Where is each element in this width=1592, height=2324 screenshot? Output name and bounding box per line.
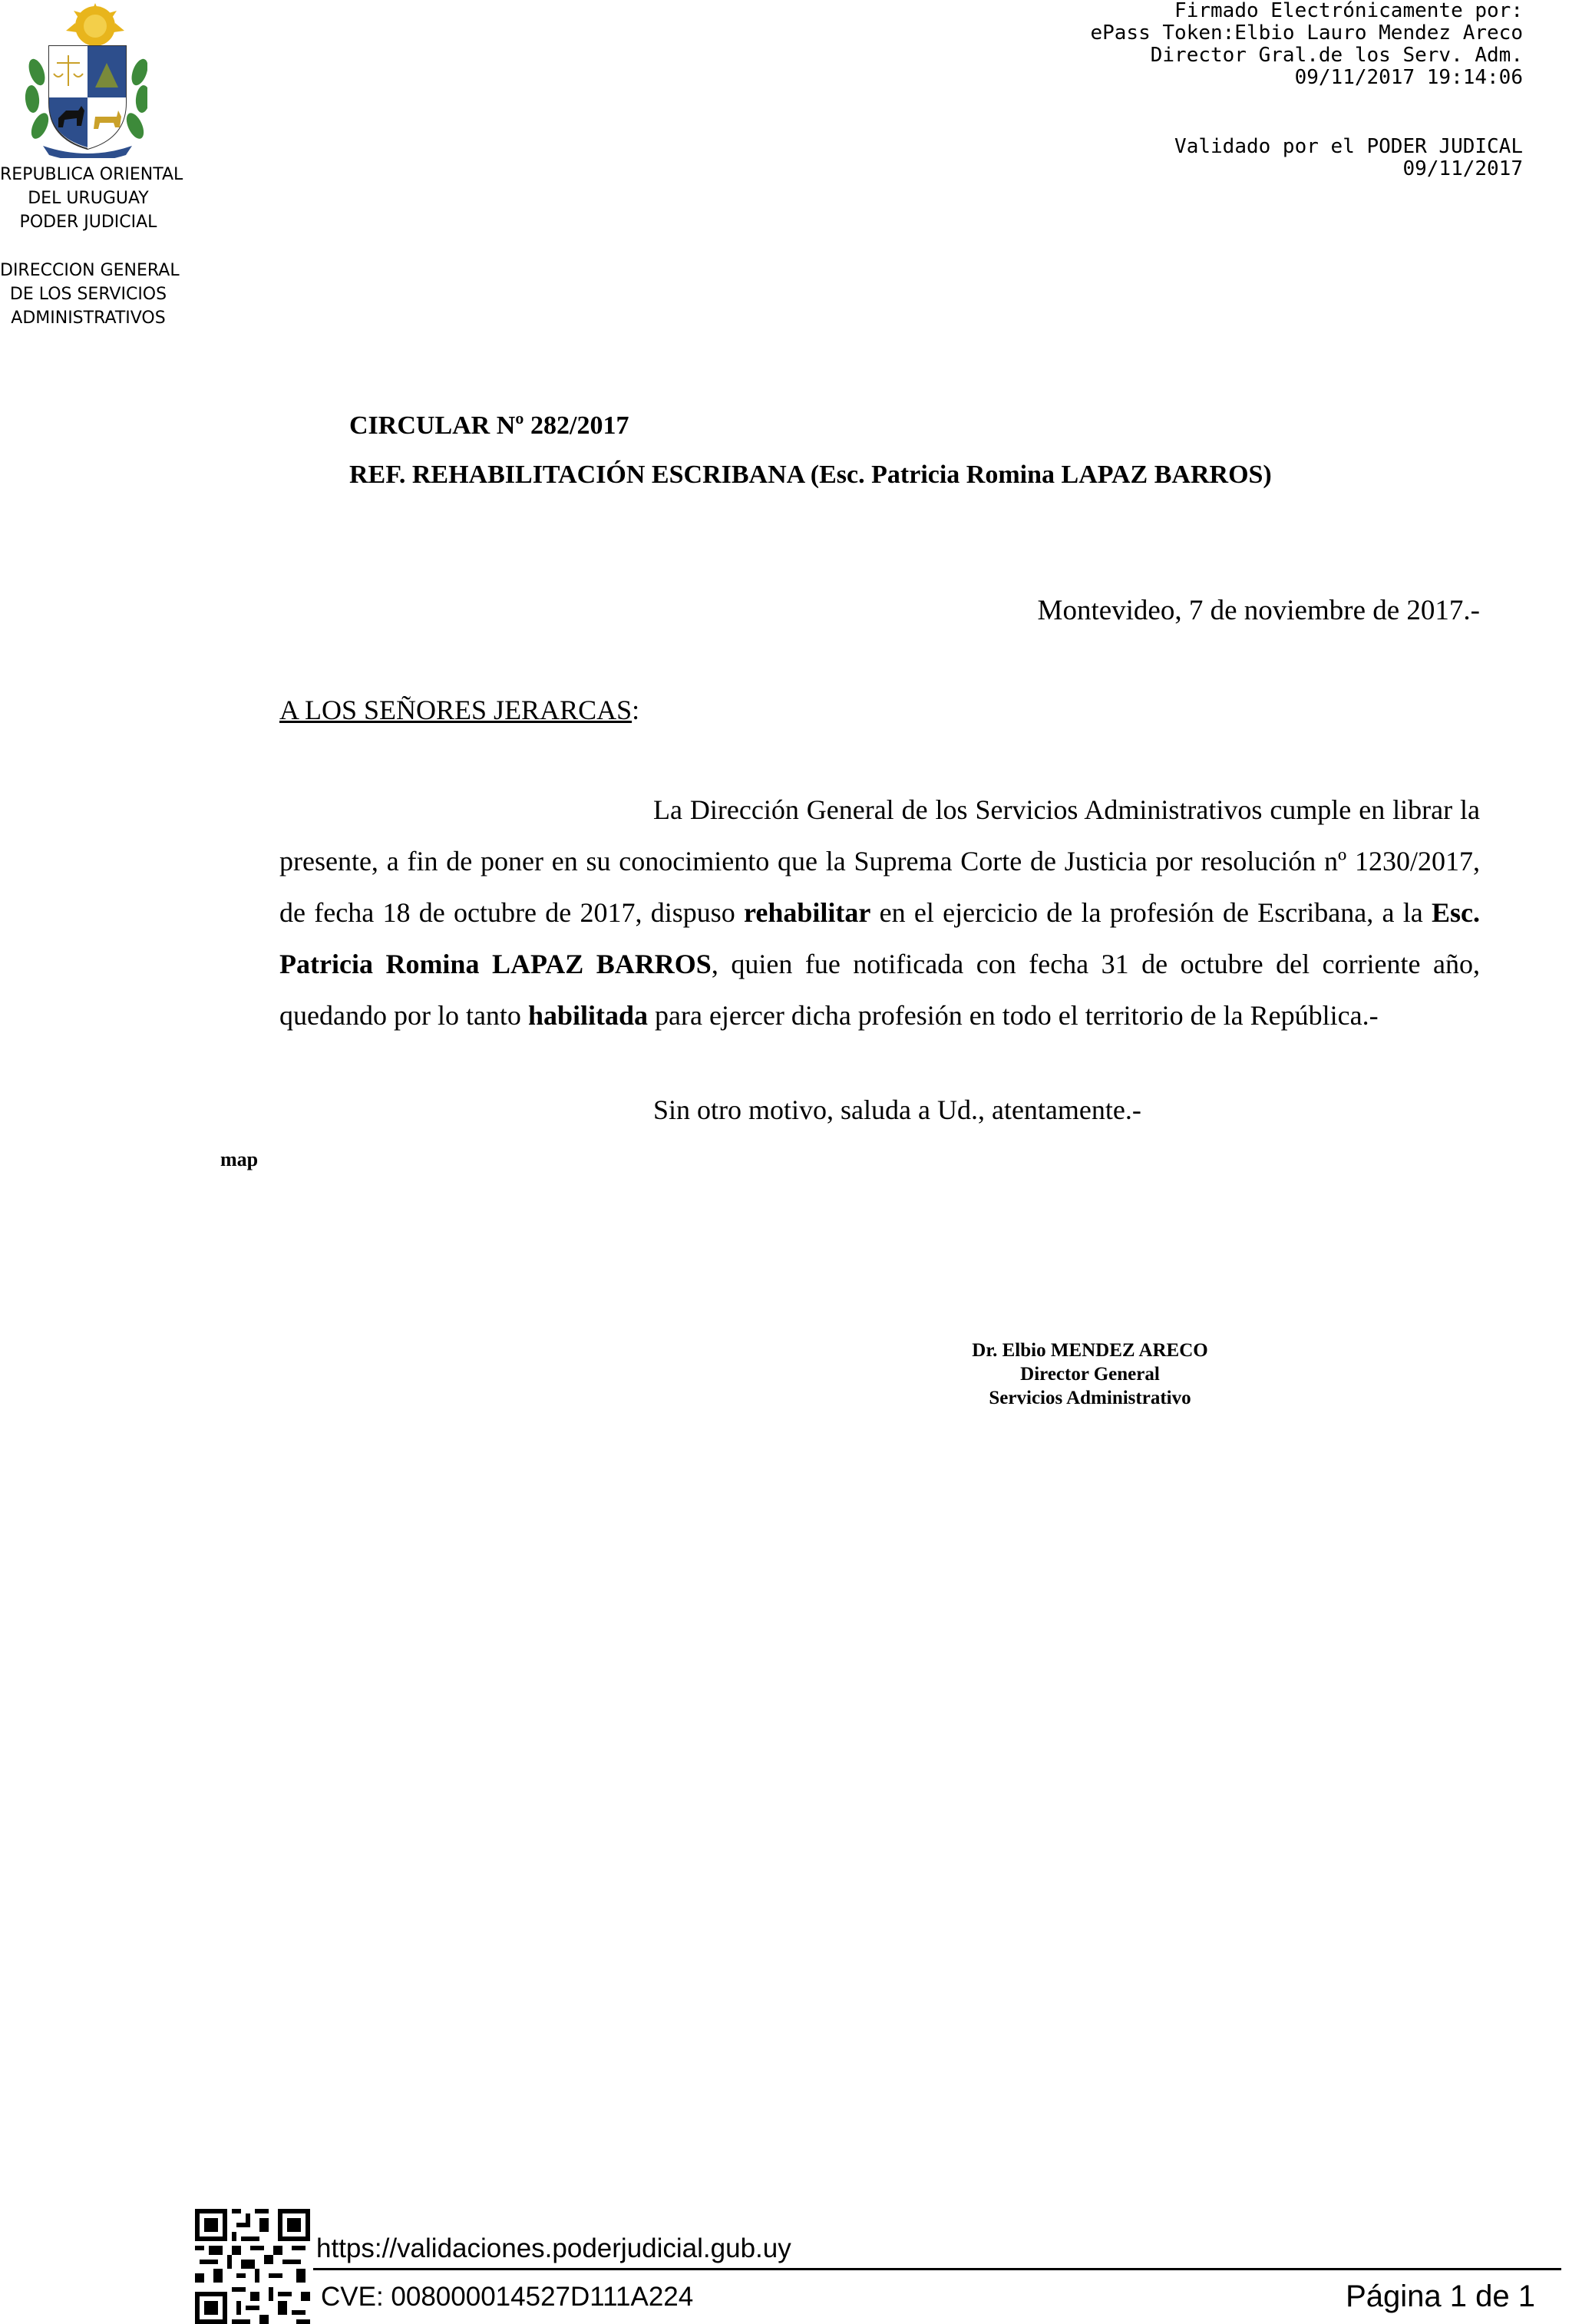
stamp-line: Director Gral.de los Serv. Adm. <box>1150 44 1523 67</box>
addressee <box>279 694 639 726</box>
body-text-1: La Dirección General de los Servicios Administrativos cumple en librar la presente, a fin de poner en su conocimiento que la Suprema Corte de Justicia por resolución nº 1230/2017, de fecha 18 de octubre de 2017, dispuso <box>279 794 1480 928</box>
department-name <box>0 259 180 330</box>
stamp-line: 09/11/2017 <box>1402 157 1523 180</box>
stamp-line: 09/11/2017 19:14:06 <box>1294 66 1523 89</box>
organization-line: REPUBLICA ORIENTAL <box>0 165 183 184</box>
validation-stamp <box>1174 136 1523 180</box>
footer-divider <box>313 2268 1561 2270</box>
stamp-line: Validado por el PODER JUDICAL <box>1174 135 1523 158</box>
department-line: ADMINISTRATIVOS <box>11 309 166 328</box>
uruguay-coat-of-arms-icon <box>9 3 147 158</box>
body-paragraph <box>279 784 1480 1042</box>
stamp-line: Firmado Electrónicamente por: <box>1174 0 1523 22</box>
signatory-name: Dr. Elbio MENDEZ ARECO <box>972 1340 1208 1361</box>
department-line: DE LOS SERVICIOS <box>9 285 167 304</box>
organization-line: DEL URUGUAY <box>28 189 149 208</box>
circular-number: CIRCULAR Nº 282/2017 <box>349 411 629 440</box>
signatory-office: Servicios Administrativo <box>989 1388 1191 1408</box>
organization-name <box>0 163 183 234</box>
organization-line: PODER JUDICIAL <box>19 213 157 232</box>
signatory-block <box>860 1339 1320 1410</box>
place-date: Montevideo, 7 de noviembre de 2017.- <box>1037 595 1480 626</box>
closing-line: Sin otro motivo, saluda a Ud., atentamente.- <box>653 1094 1141 1125</box>
stamp-line: ePass Token:Elbio Lauro Mendez Areco <box>1090 21 1523 45</box>
page-number: Página 1 de 1 <box>1346 2279 1535 2313</box>
typist-initials: map <box>220 1148 259 1170</box>
body-bold-rehabilitar: rehabilitar <box>744 897 871 928</box>
body-text-4: para ejercer dicha profesión en todo el territorio de la República.- <box>648 1000 1379 1031</box>
addressee-text: A LOS SEÑORES JERARCAS <box>279 695 633 725</box>
body-text-2: en el ejercicio de la profesión de Escribana, a la <box>870 897 1432 928</box>
addressee-suffix: : <box>632 695 640 725</box>
signatory-title: Director General <box>1020 1364 1160 1385</box>
electronic-signature-stamp <box>1090 0 1523 89</box>
reference-line: REF. REHABILITACIÓN ESCRIBANA (Esc. Patricia Romina LAPAZ BARROS) <box>349 461 1272 489</box>
department-line: DIRECCION GENERAL <box>0 261 180 280</box>
body-text-3: , quien fue notificada con fecha 31 de octubre del corriente año, quedando por lo tanto <box>279 949 1480 1031</box>
validation-url[interactable]: https://validaciones.poderjudicial.gub.uy <box>316 2233 791 2263</box>
body-bold-habilitada: habilitada <box>527 1000 648 1031</box>
body-bold-notary-name: Esc. Patricia Romina LAPAZ BARROS <box>279 897 1481 979</box>
qr-code-icon <box>195 2209 310 2324</box>
cve-code: CVE: 008000014527D111A224 <box>321 2282 694 2312</box>
